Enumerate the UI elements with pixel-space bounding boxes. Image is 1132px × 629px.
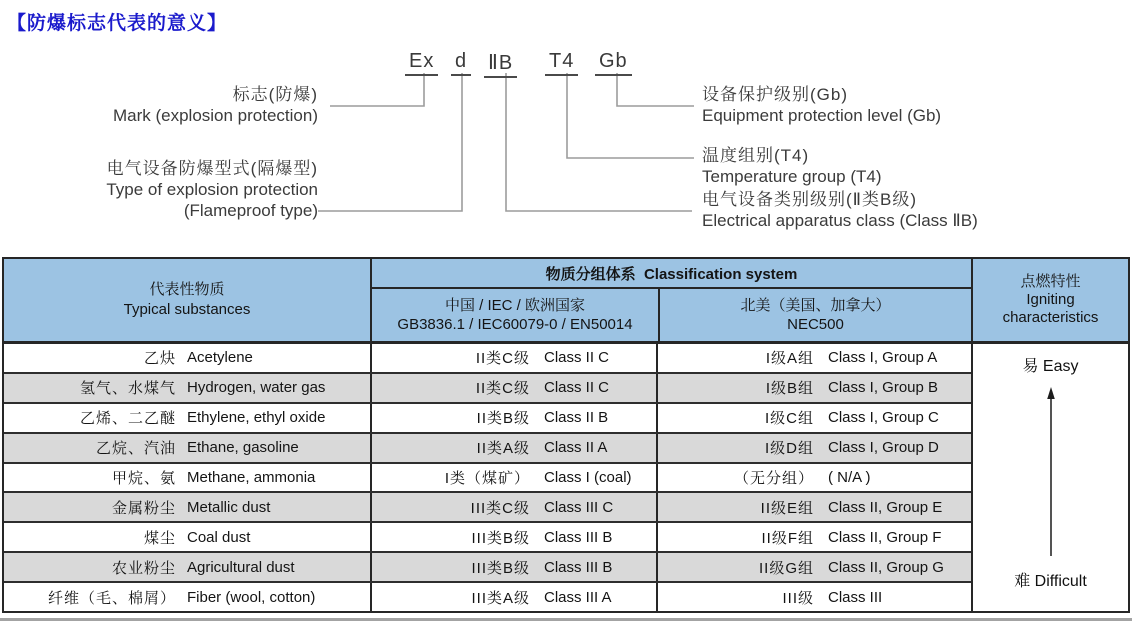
iec-class-zh: III类B级 [471,559,530,577]
label-temperature-group [702,145,882,187]
iec-class-en: Class II A [544,439,608,457]
marking-part-ex: Ex [405,50,438,76]
bottom-divider [0,618,1132,621]
nec-class-en: Class III [828,588,883,606]
nec-class-en: Class I, Group B [828,379,939,397]
table-row [4,493,971,523]
marking-part-t4: T4 [545,50,578,76]
iec-class-zh: II类C级 [475,380,530,398]
substance-en: Fiber (wool, cotton) [187,588,316,606]
header-north-america-zh: 北美（美国、加拿大） [740,297,891,314]
iec-class-en: Class III B [544,558,613,576]
label-apparatus-class [702,189,978,231]
nec-class-cell [656,344,971,372]
header-typical-substances-en: Typical substances [123,301,251,318]
substance-zh: 甲烷、氨 [111,470,176,487]
header-nec500: NEC500 [787,316,844,333]
nec-class-en: ( N/A ) [828,469,871,486]
substance-zh: 金属粉尘 [111,499,176,517]
iec-class-en: Class II B [544,409,609,427]
header-igniting-characteristics [971,259,1128,341]
iec-class-en: Class III B [544,528,613,546]
iec-class-en: Class III C [544,498,614,516]
label-equipment-level-en: Equipment protection level (Gb) [702,106,942,125]
label-apparatus-class-en: Electrical apparatus class (Class ⅡB) [702,211,978,230]
substance-en: Acetylene [187,349,253,367]
iec-class-zh: I类（煤矿） [444,470,530,487]
easy-label: 易 Easy [1022,358,1079,375]
nec-class-en: Class II, Group G [828,558,944,576]
iec-class-zh: III类A级 [471,589,530,607]
substance-cell [4,434,370,462]
header-typical-substances [4,259,370,341]
label-mark [0,84,318,126]
nec-class-zh: I级A组 [765,350,814,368]
substance-zh: 农业粉尘 [111,559,176,577]
substance-en: Metallic dust [187,498,271,516]
table-row [4,583,971,611]
label-mark-en: Mark (explosion protection) [112,106,318,125]
nec-class-zh: III级 [782,589,814,607]
iec-class-cell [370,553,656,581]
igniting-column [971,344,1128,611]
iec-class-cell [370,404,656,432]
label-protection-type-en: Type of explosion protection [106,180,318,199]
header-iec-column [372,289,658,341]
header-igniting-en2: characteristics [1002,309,1099,326]
label-equipment-level [702,84,941,126]
label-temperature-group-en: Temperature group (T4) [702,167,882,186]
label-protection-type-en2: (Flameproof type) [183,201,318,220]
iec-class-zh: II类B级 [476,410,530,428]
nec-class-cell [656,493,971,521]
iec-class-en: Class III A [544,588,612,606]
substance-zh: 纤维（毛、棉屑） [47,589,176,607]
table-row [4,553,971,583]
substance-cell [4,583,370,611]
substance-cell [4,344,370,372]
iec-class-zh: II类A级 [476,440,530,458]
iec-class-zh: II类C级 [475,350,530,368]
substance-cell [4,404,370,432]
substance-en: Ethylene, ethyl oxide [187,409,326,427]
iec-class-en: Class II C [544,379,610,397]
table-body [4,344,1128,611]
header-north-america-column [658,289,971,341]
nec-class-zh: （无分组） [733,470,814,487]
nec-class-zh: II级E组 [760,499,814,517]
nec-class-zh: II级F组 [761,529,814,547]
table-body-rows [4,344,971,611]
marking-part-gb: Gb [595,50,632,76]
substance-en: Hydrogen, water gas [187,379,326,397]
iec-class-cell [370,493,656,521]
substance-zh: 煤尘 [143,529,176,547]
substance-cell [4,493,370,521]
substance-zh: 氢气、水煤气 [79,380,176,398]
substance-en: Coal dust [187,528,251,546]
label-protection-type [0,158,318,221]
header-iec-zh: 中国 / IEC / 欧洲国家 [444,297,585,314]
iec-class-cell [370,374,656,402]
header-classification-system [370,259,971,341]
label-mark-zh: 标志(防爆) [232,85,318,104]
substance-en: Ethane, gasoline [187,439,299,457]
up-arrow-icon [1044,386,1058,558]
label-apparatus-class-zh: 电气设备类别级别(Ⅱ类B级) [702,190,918,209]
iec-class-en: Class I (coal) [544,469,632,486]
iec-class-cell [370,344,656,372]
difficult-label: 难 Difficult [1014,573,1087,590]
table-row [4,464,971,494]
nec-class-cell [656,434,971,462]
header-classification-title: 物质分组体系 Classification system [372,259,971,289]
nec-class-cell [656,464,971,492]
nec-class-zh: I级C组 [764,410,814,428]
page-title: 【防爆标志代表的意义】 [7,13,228,34]
substance-cell [4,374,370,402]
iec-class-cell [370,523,656,551]
nec-class-zh: I级B组 [765,380,814,398]
marking-part-d: d [451,50,471,76]
label-protection-type-zh: 电气设备防爆型式(隔爆型) [106,159,318,178]
substance-cell [4,553,370,581]
nec-class-zh: II级G组 [758,559,814,577]
substance-zh: 乙烯、二乙醚 [79,410,176,428]
nec-class-en: Class II, Group F [828,528,942,546]
header-igniting-zh: 点燃特性 [1020,273,1081,290]
substance-zh: 乙炔 [143,350,176,368]
substance-cell [4,523,370,551]
nec-class-zh: I级D组 [764,440,814,458]
classification-table [2,257,1130,613]
marking-part-iib: ⅡB [484,50,517,78]
nec-class-cell [656,374,971,402]
table-row [4,404,971,434]
nec-class-cell [656,404,971,432]
nec-class-en: Class II, Group E [828,498,943,516]
substance-cell [4,464,370,492]
header-typical-substances-zh: 代表性物质 [149,281,225,298]
nec-class-cell [656,523,971,551]
iec-class-en: Class II C [544,349,610,367]
label-temperature-group-zh: 温度组别(T4) [702,146,810,165]
header-igniting-en1: Igniting [1026,291,1075,308]
iec-class-cell [370,583,656,611]
substance-zh: 乙烷、汽油 [95,440,176,458]
substance-en: Agricultural dust [187,558,295,576]
iec-class-zh: III类C级 [470,499,530,517]
table-row [4,374,971,404]
nec-class-en: Class I, Group D [828,439,939,457]
nec-class-cell [656,583,971,611]
table-header [4,259,1128,344]
substance-en: Methane, ammonia [187,469,316,486]
iec-class-zh: III类B级 [471,529,530,547]
table-row [4,344,971,374]
nec-class-en: Class I, Group A [828,349,938,367]
table-row [4,523,971,553]
table-row [4,434,971,464]
label-equipment-level-zh: 设备保护级别(Gb) [702,85,848,104]
header-iec-standards: GB3836.1 / IEC60079-0 / EN50014 [397,316,633,333]
iec-class-cell [370,434,656,462]
nec-class-cell [656,553,971,581]
iec-class-cell [370,464,656,492]
nec-class-en: Class I, Group C [828,409,939,427]
